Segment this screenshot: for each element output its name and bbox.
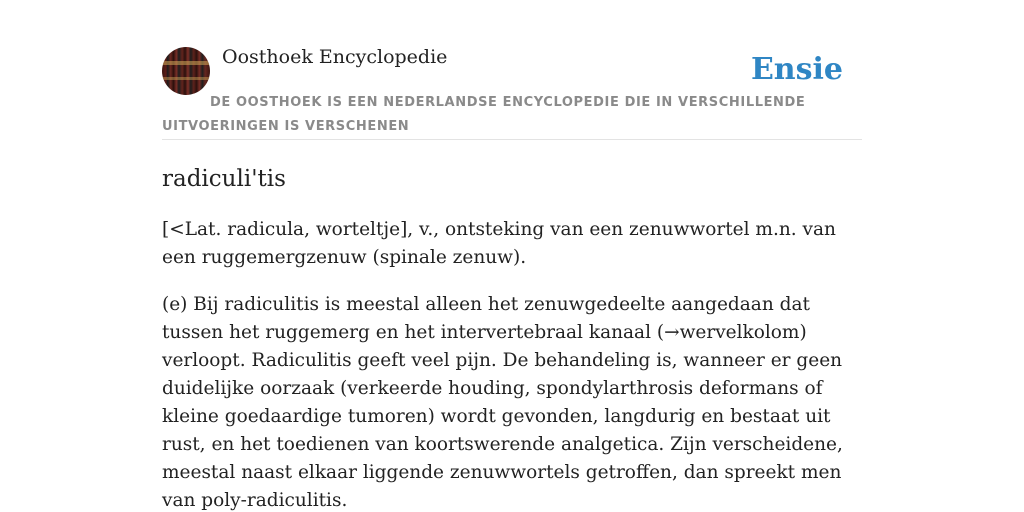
site-tagline: DE OOSTHOEK IS EEN NEDERLANDSE ENCYCLOPEDIE DIE IN VERSCHILLENDE UITVOERINGEN IS VERSCHENEN — [162, 95, 806, 134]
page — [162, 0, 862, 511]
entry-title: radiculi'tis — [162, 166, 286, 192]
site-header — [162, 0, 862, 140]
entry-paragraph-description: (e) Bij radiculitis is meestal alleen het zenuwgedeelte aangedaan dat tussen het ruggemerg en het intervertebraal kanaal (→wervelkolom) verloopt. Radiculitis geeft veel pijn. De behandeling is, wanneer er geen duidelijke oorzaak (verkeerde houding, spondylarthrosis deformans of kleine goedaardige tumoren) wordt gevonden, langdurig en bestaat uit rust, en het toedienen van koortswerende analgetica. Zijn verscheidene, meestal naast elkaar liggende zenuwwortels getroffen, dan spreekt men van poly-radiculitis. — [162, 294, 843, 511]
entry-paragraph-definition: [<Lat. radicula, worteltje], v., ontsteking van een zenuwwortel m.n. van een ruggemergzenuw (spinale zenuw). — [162, 219, 836, 268]
site-title[interactable]: Oosthoek Encyclopedie — [222, 46, 448, 68]
encyclopedia-books-icon[interactable] — [162, 47, 210, 95]
ensie-logo[interactable]: Ensie — [750, 52, 843, 87]
